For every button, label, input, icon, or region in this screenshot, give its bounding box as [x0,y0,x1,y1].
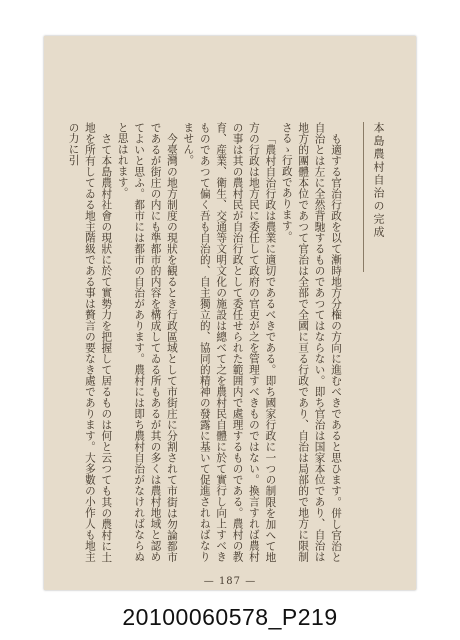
running-header: 本島農村自治の完成 [363,122,386,272]
paragraph: も適する官治行政を以て漸時地方分権の方向に進むべきであると思ひます。併し官治と自治とは左に全然背馳するものであつてはならない。即ち官治は国家本位であり、自治は地方的團體本位であつて官治は全部で全國に亘る行政であり、自治は局部的で地方に限制さるゝ行政であります。 [280,122,342,562]
page-number: — 187 — [203,576,257,587]
paragraph: 「農村自治行政は農業に適切であるべきである。即ち國家行政に一つの制限を加へて地方の行政は地方民に委任して政府の官吏が之を管理すべきものではない。換言すれば農村の事は其の農村民が自治行政として委任せられた範囲内で處理するものである。農村の教育、産業、衛生、交通等文明文化の施設は總べて之を農村民自體に於て實行し向上すべきものであつて偏く吾も自治的、自主獨立的、協同的精神の發露に基いて促進されねばなりません。 [182,122,277,562]
body-text [62,122,344,562]
paragraph: さて本島農村社會の現狀に於て實勢力を把握して居るものは何と云つても其の農村に土地を所有してゐる地主階級である事は贅言の要なき處であります。大多數の小作人も地主の力に引 [67,122,113,562]
archive-id-caption: 20100060578_P219 [122,604,338,630]
document-page [44,36,416,590]
paragraph: 今臺灣の地方制度の現狀を観るとき行政區域として市街庄に分割されて市街は勿論都市であるが街庄の内にも準都市的内容を構成してゐる所もあるが其の多くは農村地域と認めてよいと思ふ。都市には都市の自治があります。農村には即ち農村自治がなければならぬと思はれます。 [116,122,178,562]
